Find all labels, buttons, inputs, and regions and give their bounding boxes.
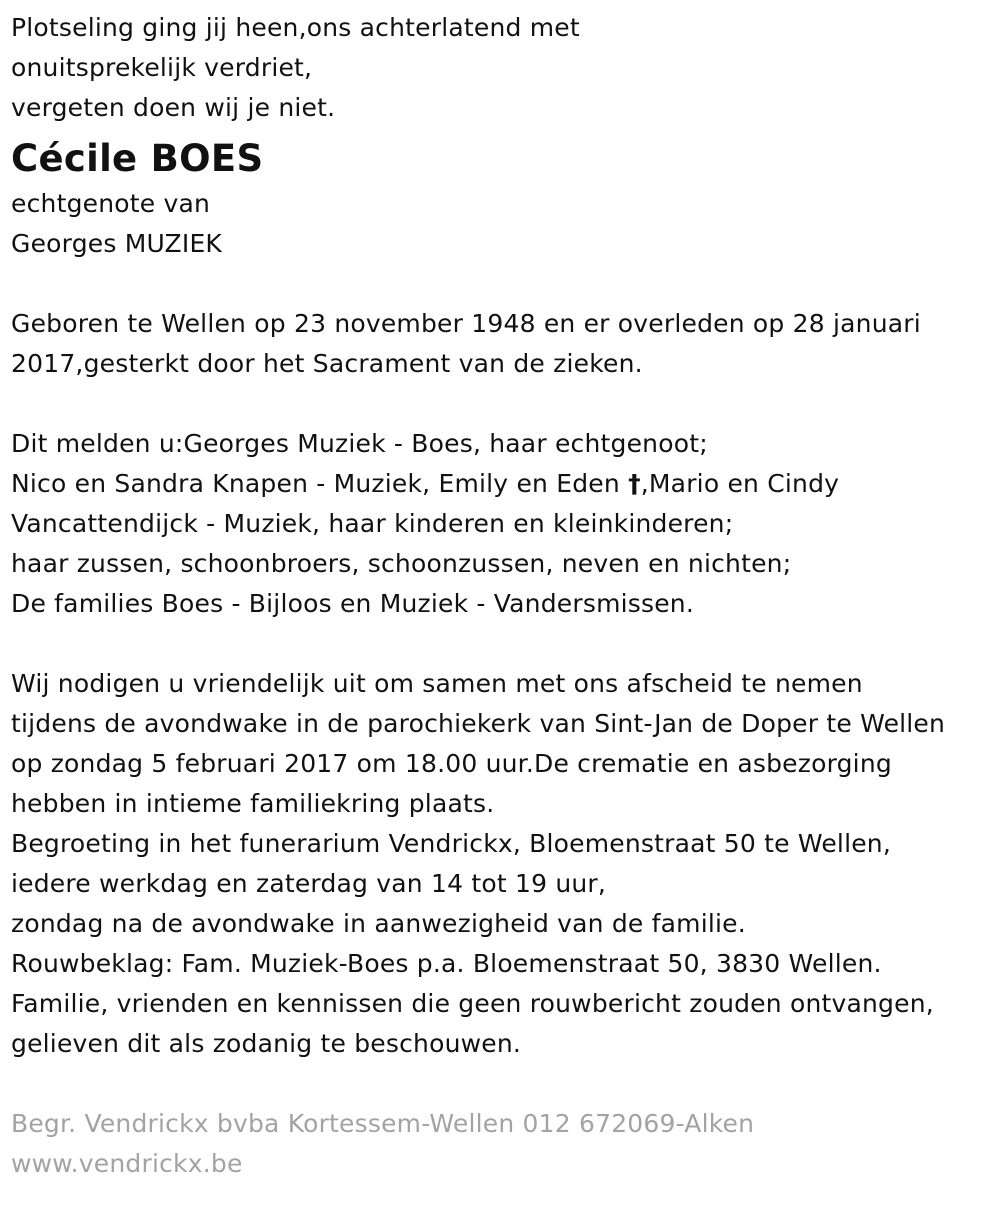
- funeral-home-website: www.vendrickx.be: [11, 1149, 243, 1178]
- poem-line: onuitsprekelijk verdriet,: [11, 53, 313, 82]
- poem-line: Plotseling ging jij heen,ons achterlatend met: [11, 13, 580, 42]
- family-line: haar zussen, schoonbroers, schoonzussen, neven en nichten;: [11, 549, 792, 578]
- cross-icon: †: [628, 469, 641, 498]
- invitation-line: tijdens de avondwake in de parochiekerk van Sint-Jan de Doper te Wellen: [11, 709, 946, 738]
- invitation-line: iedere werkdag en zaterdag van 14 tot 19 uur,: [11, 869, 607, 898]
- birth-death-paragraph: [11, 304, 1000, 384]
- family-line: De families Boes - Bijloos en Muziek - Vandersmissen.: [11, 589, 694, 618]
- family-line: Vancattendijck - Muziek, haar kinderen en kleinkinderen;: [11, 509, 734, 538]
- spacer: [11, 384, 1000, 424]
- family-line-part: ,Mario en Cindy: [640, 469, 840, 498]
- invitation-line: Begroeting in het funerarium Vendrickx, Bloemenstraat 50 te Wellen,: [11, 829, 891, 858]
- invitation-line: zondag na de avondwake in aanwezigheid van de familie.: [11, 909, 746, 938]
- invitation-line: op zondag 5 februari 2017 om 18.00 uur.De crematie en asbezorging: [11, 749, 892, 778]
- family-line: [11, 464, 1000, 504]
- spouse-name: Georges MUZIEK: [11, 229, 223, 258]
- invitation-paragraph: [11, 664, 1000, 1064]
- invitation-line: Familie, vrienden en kennissen die geen rouwbericht zouden ontvangen,: [11, 989, 934, 1018]
- deceased-name: Cécile BOES: [11, 137, 264, 180]
- family-line-part: Nico en Sandra Knapen - Muziek, Emily en Eden: [11, 469, 629, 498]
- spacer: [11, 1064, 1000, 1104]
- poem: [11, 8, 1000, 128]
- family-announcement: [11, 424, 1000, 624]
- invitation-line: hebben in intieme familiekring plaats.: [11, 789, 495, 818]
- invitation-line: gelieven dit als zodanig te beschouwen.: [11, 1029, 522, 1058]
- deceased-relation: echtgenote van: [11, 189, 211, 218]
- spacer: [11, 264, 1000, 304]
- spacer: [11, 624, 1000, 664]
- deceased-block: [11, 134, 1000, 264]
- birth-death-line: Geboren te Wellen op 23 november 1948 en er overleden op 28 januari: [11, 309, 921, 338]
- family-line: Dit melden u:Georges Muziek - Boes, haar echtgenoot;: [11, 429, 708, 458]
- funeral-home-footer: [11, 1104, 1000, 1184]
- invitation-line: Rouwbeklag: Fam. Muziek-Boes p.a. Bloemenstraat 50, 3830 Wellen.: [11, 949, 882, 978]
- funeral-home-info: Begr. Vendrickx bvba Kortessem-Wellen 012 672069-Alken: [11, 1109, 755, 1138]
- invitation-line: Wij nodigen u vriendelijk uit om samen met ons afscheid te nemen: [11, 669, 863, 698]
- birth-death-line: 2017,gesterkt door het Sacrament van de zieken.: [11, 349, 643, 378]
- poem-line: vergeten doen wij je niet.: [11, 93, 336, 122]
